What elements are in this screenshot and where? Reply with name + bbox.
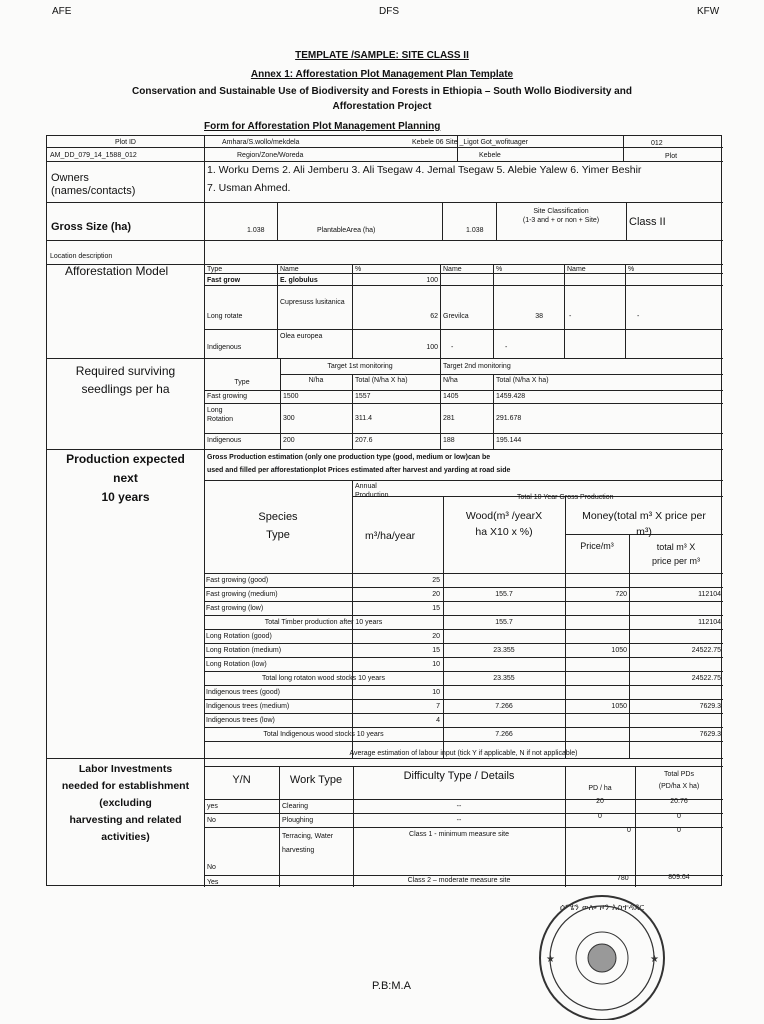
- total-pds-header: Total PDs (PD/ha X ha): [658, 771, 700, 790]
- labor-work: Terracing, Water harvesting: [282, 833, 334, 854]
- location-label: Location description: [50, 253, 113, 260]
- seed-col-nha2: N/ha: [443, 377, 458, 384]
- aff-row-name: E. globulus: [280, 277, 318, 284]
- seed-row-t2: 1459.428: [496, 393, 526, 400]
- labor-detail: Class 1 - minimum measure site: [409, 831, 509, 838]
- seed-col-type: Type: [234, 379, 250, 386]
- aff-row-name: Olea europea: [280, 333, 323, 340]
- aff-header-name: Name: [280, 266, 299, 273]
- labor-yn: Yes: [207, 879, 219, 886]
- prod-annual: 7: [436, 703, 440, 710]
- prod-row-label: Fast growing (low): [206, 605, 264, 612]
- header-center: DFS: [379, 6, 399, 17]
- aff-row-name2: -: [451, 344, 454, 351]
- prod-row-label: Long Rotation (medium): [206, 647, 282, 654]
- seed-row-t2: 291.678: [496, 415, 522, 422]
- owners-label: Owners (names/contacts): [51, 172, 136, 197]
- project-title-1: Conservation and Sustainable Use of Biodiversity and Forests in Ethiopia – South Wollo Biodiversity and: [132, 86, 632, 97]
- wood-label: Wood(m³ /yearX ha X10 x %): [465, 510, 543, 538]
- owners-line-1: 1. Worku Dems 2. Ali Jemberu 3. Ali Tsegaw 4. Jemal Tsegaw 5. Alebie Yalew 6. Yimer Beshir: [207, 164, 642, 176]
- seed-row-t1: 311.4: [355, 415, 372, 422]
- footer-initials: P.B:M.A: [372, 980, 411, 992]
- seed-row-n1: 1500: [283, 393, 299, 400]
- difficulty-header: Difficulty Type / Details: [403, 770, 515, 782]
- prod-wood: 7.266: [495, 731, 513, 738]
- prod-annual: 15: [432, 605, 440, 612]
- kebele-value: Kebele 06 Site _Ligot Got_wofituager: [412, 139, 528, 146]
- prod-row-label: Indigenous trees (low): [206, 717, 275, 724]
- prod-price: 1050: [611, 647, 627, 654]
- site-class-value: Class II: [629, 216, 666, 228]
- labor-yn: No: [207, 817, 216, 824]
- labor-total: 0: [677, 827, 681, 834]
- stamp-text: ሰሜን ወሎ ዞን አስተዳደር: [559, 903, 645, 913]
- plot-number: 012: [651, 140, 663, 147]
- average-labour-note: Average estimation of labour input (tick Y if applicable, N if not applicable): [349, 750, 578, 757]
- prod-row-label: Long Rotation (good): [206, 633, 272, 640]
- prod-total: 112104: [698, 619, 721, 626]
- prod-annual: 20: [432, 591, 440, 598]
- seed-row-n2: 1405: [443, 393, 459, 400]
- target-2nd-monitoring: Target 2nd monitoring: [443, 363, 511, 370]
- form-title: Form for Afforestation Plot Management Planning: [204, 121, 441, 132]
- kebele-label: Kebele: [479, 152, 501, 159]
- prod-annual: 20: [432, 633, 440, 640]
- aff-row-name2: Grevilca: [443, 313, 469, 320]
- prod-price: 1050: [611, 703, 627, 710]
- plantable-area-value: 1.038: [466, 227, 484, 234]
- labor-pd: 20: [596, 798, 604, 805]
- plot-label: Plot: [665, 153, 678, 160]
- aff-header-pct: %: [355, 266, 362, 273]
- aff-header-type: Type: [207, 266, 223, 273]
- prod-row-label: Fast growing (medium): [206, 591, 278, 598]
- seed-row-n2: 281: [443, 415, 455, 422]
- plot-form-table: [46, 135, 722, 886]
- aff-header-pct2: %: [496, 266, 503, 273]
- labor-pd: 0: [598, 813, 602, 820]
- official-stamp: [522, 880, 672, 1020]
- prod-annual: 10: [432, 689, 440, 696]
- seed-row-n1: 300: [283, 415, 295, 422]
- labor-work: Clearing: [282, 803, 309, 810]
- prod-wood: 155.7: [495, 619, 513, 626]
- labor-total: 809.64: [668, 874, 690, 881]
- price-label: Price/m³: [580, 541, 614, 551]
- svg-text:★: ★: [650, 954, 659, 965]
- labor-yn: yes: [207, 803, 218, 810]
- region-value: Amhara/S.wollo/mekdela: [222, 139, 300, 146]
- annex-title: Annex 1: Afforestation Plot Management Plan Template: [250, 69, 514, 80]
- seed-row-n2: 188: [443, 437, 455, 444]
- money-label: Money(total m³ X price per m³): [582, 510, 706, 538]
- total-price-label: total m³ X price per m³: [651, 542, 700, 566]
- aff-row-type: Long rotate: [207, 313, 243, 320]
- aff-header-pct3: %: [628, 266, 635, 273]
- aff-row-name3: -: [569, 313, 572, 320]
- aff-row-type: Indigenous: [207, 344, 242, 351]
- production-note-1: Gross Production estimation (only one production type (good, medium or low)can be: [207, 454, 491, 461]
- labor-work: Ploughing: [282, 817, 314, 824]
- plot-id-value: AM_DD_079_14_1588_012: [50, 152, 137, 159]
- seed-row-t2: 195.144: [496, 437, 522, 444]
- labor-detail: Class 2 – moderate measure site: [407, 877, 511, 884]
- aff-row-type: Fast grow: [207, 277, 241, 284]
- prod-wood: 23.355: [493, 675, 515, 682]
- aff-row-pct: 62: [430, 313, 438, 320]
- seedlings-label: Required surviving seedlings per ha: [75, 364, 176, 396]
- seed-row-type: Indigenous: [207, 437, 242, 444]
- total-10-year-label: Total 10 Year Gross Production: [517, 494, 614, 501]
- annual-production-label: Annual Production: [355, 483, 389, 499]
- project-title-2: Afforestation Project: [332, 101, 432, 112]
- target-1st-monitoring: Target 1st monitoring: [327, 363, 393, 370]
- yn-header: Y/N: [232, 774, 251, 786]
- header-left: AFE: [52, 6, 72, 17]
- aff-header-name3: Name: [567, 266, 586, 273]
- plot-id-label: Plot ID: [114, 139, 136, 146]
- seed-row-type: Long Rotation: [207, 407, 234, 423]
- species-type-label: Species Type: [258, 511, 298, 541]
- prod-row-label: Fast growing (good): [206, 577, 269, 584]
- seed-col-nha: N/ha: [308, 377, 324, 384]
- prod-total: 24522.75: [691, 675, 721, 682]
- aff-row-pct: 100: [426, 344, 438, 351]
- svg-text:★: ★: [546, 954, 555, 965]
- seed-row-type: Fast growing: [207, 393, 248, 400]
- aff-row-name: Cupresuss lusitanica: [280, 299, 345, 306]
- prod-total: 24522.75: [691, 647, 721, 654]
- prod-wood: 7.266: [495, 703, 513, 710]
- prod-annual: 10: [432, 661, 440, 668]
- prod-total-label: Total Timber production after 10 years: [264, 619, 383, 626]
- prod-total: 7629.3: [699, 731, 721, 738]
- production-note-2: used and filled per afforestationplot Prices estimated after harvest and yarding at road side: [207, 467, 511, 474]
- seed-row-t1: 207.6: [355, 437, 373, 444]
- prod-annual: 25: [432, 577, 440, 584]
- region-label: Region/Zone/Woreda: [237, 152, 304, 159]
- prod-price: 720: [615, 591, 627, 598]
- seed-col-total2: Total (N/ha X ha): [496, 377, 549, 384]
- prod-wood: 155.7: [495, 591, 513, 598]
- work-type-header: Work Type: [289, 774, 343, 786]
- aff-header-name2: Name: [443, 266, 462, 273]
- gross-size-value: 1.038: [247, 227, 265, 234]
- template-title: TEMPLATE /SAMPLE: SITE CLASS II: [295, 50, 469, 61]
- aff-row-pct2: 38: [535, 313, 543, 320]
- labor-total: 0: [677, 813, 681, 820]
- aff-row-pct3: -: [637, 313, 640, 320]
- seed-row-n1: 200: [283, 437, 295, 444]
- production-label: Production expected next 10 years: [66, 452, 185, 504]
- labor-yn: No: [207, 864, 216, 871]
- prod-total-label: Total Indigenous wood stocks 10 years: [263, 731, 384, 738]
- labor-detail: --: [456, 803, 462, 810]
- aff-row-pct2: -: [505, 344, 508, 351]
- labor-label: Labor Investments needed for establishment (excluding harvesting and related activities): [61, 763, 190, 843]
- gross-size-label: Gross Size (ha): [51, 221, 132, 233]
- afforestation-label: Afforestation Model: [65, 264, 169, 278]
- prod-annual: 4: [436, 717, 440, 724]
- pd-ha-header: PD / ha: [588, 785, 612, 792]
- prod-row-label: Indigenous trees (medium): [206, 703, 290, 710]
- labor-detail: --: [456, 817, 462, 824]
- prod-row-label: Indigenous trees (good): [206, 689, 280, 696]
- prod-wood: 23.355: [493, 647, 515, 654]
- prod-total-label: Total long rotaton wood stocks 10 years: [262, 675, 385, 682]
- labor-pd: 780: [617, 875, 629, 882]
- prod-annual: 15: [432, 647, 440, 654]
- seed-col-total: Total (N/ha X ha): [355, 377, 408, 384]
- aff-row-pct: 100: [426, 277, 438, 284]
- plantable-area-label: PlantableArea (ha): [317, 227, 376, 234]
- seed-row-t1: 1557: [355, 393, 371, 400]
- prod-total: 112104: [698, 591, 721, 598]
- prod-row-label: Long Rotation (low): [206, 661, 267, 668]
- owners-line-2: 7. Usman Ahmed.: [207, 182, 291, 194]
- prod-total: 7629.3: [699, 703, 721, 710]
- site-class-label: Site Classification (1-3 and + or non + Site): [522, 208, 600, 224]
- labor-pd: 0: [627, 827, 631, 834]
- annual-unit-label: m³/ha/year: [365, 530, 416, 542]
- labor-total: 20.76: [670, 798, 688, 805]
- header-right: KFW: [697, 6, 720, 17]
